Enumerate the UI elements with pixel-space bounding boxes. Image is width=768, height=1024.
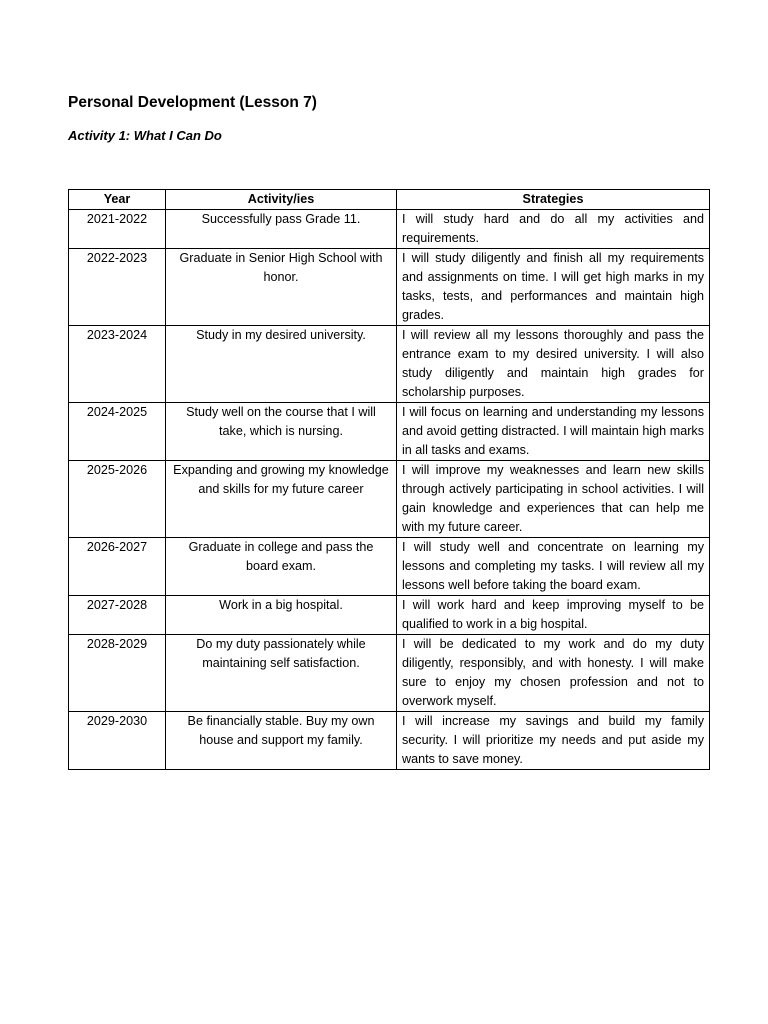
strategy-cell: I will improve my weaknesses and learn new skills through actively participating in school activities. I will gain knowledge and experiences that can help me with my future career. bbox=[397, 461, 710, 538]
table-row bbox=[69, 210, 710, 249]
activity-cell: Work in a big hospital. bbox=[166, 596, 397, 635]
strategy-cell: I will study diligently and finish all my requirements and assignments on time. I will get high marks in my tasks, tests, and performances and maintain high grades. bbox=[397, 249, 710, 326]
table-row bbox=[69, 596, 710, 635]
activity-cell: Expanding and growing my knowledge and skills for my future career bbox=[166, 461, 397, 538]
year-cell: 2021-2022 bbox=[69, 210, 166, 249]
table-header-row bbox=[69, 190, 710, 210]
header-strategies: Strategies bbox=[397, 190, 710, 210]
activity-cell: Graduate in college and pass the board exam. bbox=[166, 538, 397, 596]
table-row bbox=[69, 712, 710, 770]
year-cell: 2024-2025 bbox=[69, 403, 166, 461]
development-plan-table bbox=[68, 189, 710, 770]
year-cell: 2027-2028 bbox=[69, 596, 166, 635]
strategy-cell: I will work hard and keep improving myself to be qualified to work in a big hospital. bbox=[397, 596, 710, 635]
activity-cell: Successfully pass Grade 11. bbox=[166, 210, 397, 249]
strategy-cell: I will focus on learning and understanding my lessons and avoid getting distracted. I will maintain high marks in all tasks and exams. bbox=[397, 403, 710, 461]
table-row bbox=[69, 403, 710, 461]
strategy-cell: I will review all my lessons thoroughly and pass the entrance exam to my desired university. I will also study diligently and maintain high grades for scholarship purposes. bbox=[397, 326, 710, 403]
table-row bbox=[69, 538, 710, 596]
activity-cell: Study in my desired university. bbox=[166, 326, 397, 403]
header-year: Year bbox=[69, 190, 166, 210]
activity-cell: Graduate in Senior High School with honor. bbox=[166, 249, 397, 326]
document-title: Personal Development (Lesson 7) bbox=[68, 94, 317, 111]
activity-cell: Study well on the course that I will take, which is nursing. bbox=[166, 403, 397, 461]
year-cell: 2023-2024 bbox=[69, 326, 166, 403]
table-row bbox=[69, 635, 710, 712]
activity-cell: Be financially stable. Buy my own house and support my family. bbox=[166, 712, 397, 770]
table-row bbox=[69, 461, 710, 538]
strategy-cell: I will study well and concentrate on learning my lessons and completing my tasks. I will review all my lessons well before taking the board exam. bbox=[397, 538, 710, 596]
activity-subtitle: Activity 1: What I Can Do bbox=[68, 128, 222, 143]
strategy-cell: I will be dedicated to my work and do my duty diligently, responsibly, and with honesty. I will make sure to enjoy my chosen profession and not to overwork myself. bbox=[397, 635, 710, 712]
year-cell: 2025-2026 bbox=[69, 461, 166, 538]
year-cell: 2028-2029 bbox=[69, 635, 166, 712]
year-cell: 2026-2027 bbox=[69, 538, 166, 596]
strategy-cell: I will study hard and do all my activities and requirements. bbox=[397, 210, 710, 249]
year-cell: 2029-2030 bbox=[69, 712, 166, 770]
year-cell: 2022-2023 bbox=[69, 249, 166, 326]
table-row bbox=[69, 249, 710, 326]
header-activities: Activity/ies bbox=[166, 190, 397, 210]
table-row bbox=[69, 326, 710, 403]
strategy-cell: I will increase my savings and build my family security. I will prioritize my needs and put aside my wants to save money. bbox=[397, 712, 710, 770]
activity-cell: Do my duty passionately while maintaining self satisfaction. bbox=[166, 635, 397, 712]
